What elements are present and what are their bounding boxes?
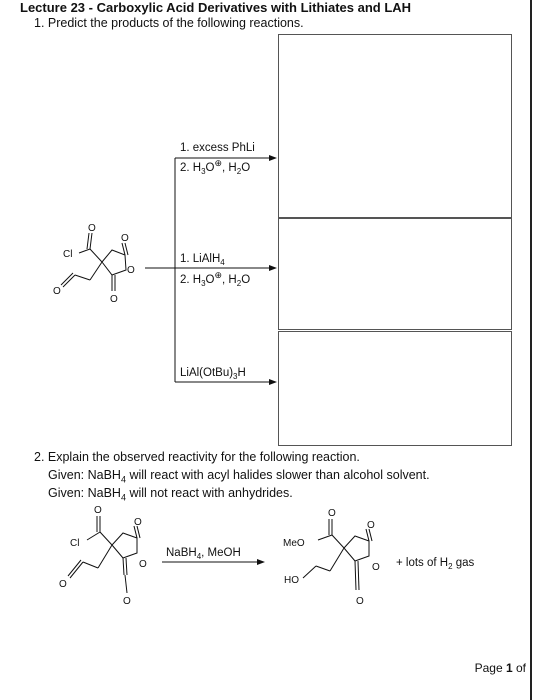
reagent-q2: NaBH$_4$, MeOH	[166, 547, 241, 561]
svg-text:HO: HO	[284, 575, 299, 586]
svg-text:O: O	[121, 233, 129, 244]
page-number: Page 1 of	[474, 661, 526, 675]
svg-text:O: O	[94, 505, 102, 516]
svg-text:Cl: Cl	[63, 249, 73, 260]
svg-text:O: O	[123, 596, 131, 607]
reagent-3: $LiAl(OtBu)_3H$	[180, 367, 246, 381]
reagent-2-step2: 2. $H_3O^\oplus$, $H_2O$	[180, 270, 251, 288]
svg-text:O: O	[110, 294, 118, 305]
svg-text:O: O	[59, 579, 67, 590]
svg-text:MeO: MeO	[283, 538, 305, 549]
byproduct-text: + lots of $H_2$ gas	[396, 557, 475, 571]
question-1-prompt: 1. Predict the products of the following reactions.	[34, 16, 304, 30]
svg-text:O: O	[356, 596, 364, 607]
reaction-arrow-2	[162, 559, 265, 565]
given-statement-2: Given: NaBH$_4$ will not react with anhydrides.	[48, 486, 293, 503]
reagent-2-step1: 1. LiAlH$_4$	[180, 253, 225, 267]
question-2-prompt: 2. Explain the observed reactivity for the following reaction.	[34, 450, 360, 464]
starting-material-1	[53, 223, 135, 305]
svg-text:O: O	[88, 223, 96, 234]
svg-text:O: O	[53, 286, 61, 297]
svg-text:O: O	[139, 559, 147, 570]
svg-text:O: O	[372, 562, 380, 573]
svg-text:O: O	[367, 520, 375, 531]
branch-lines	[145, 155, 277, 385]
svg-text:Cl: Cl	[70, 538, 80, 549]
given-statement-1: Given: NaBH$_4$ will react with acyl halides slower than alcohol solvent.	[48, 468, 430, 485]
starting-material-2	[59, 505, 147, 607]
svg-text:O: O	[127, 265, 135, 276]
svg-text:O: O	[134, 517, 142, 528]
svg-text:O: O	[328, 508, 336, 519]
product-2	[283, 508, 380, 607]
reagent-1-step2: 2. $H_3O^\oplus$, $H_2O$	[180, 158, 251, 176]
page-title: Lecture 23 - Carboxylic Acid Derivatives with Lithiates and LAH	[20, 0, 412, 15]
reagent-1-step1: 1. excess PhLi	[180, 142, 255, 154]
